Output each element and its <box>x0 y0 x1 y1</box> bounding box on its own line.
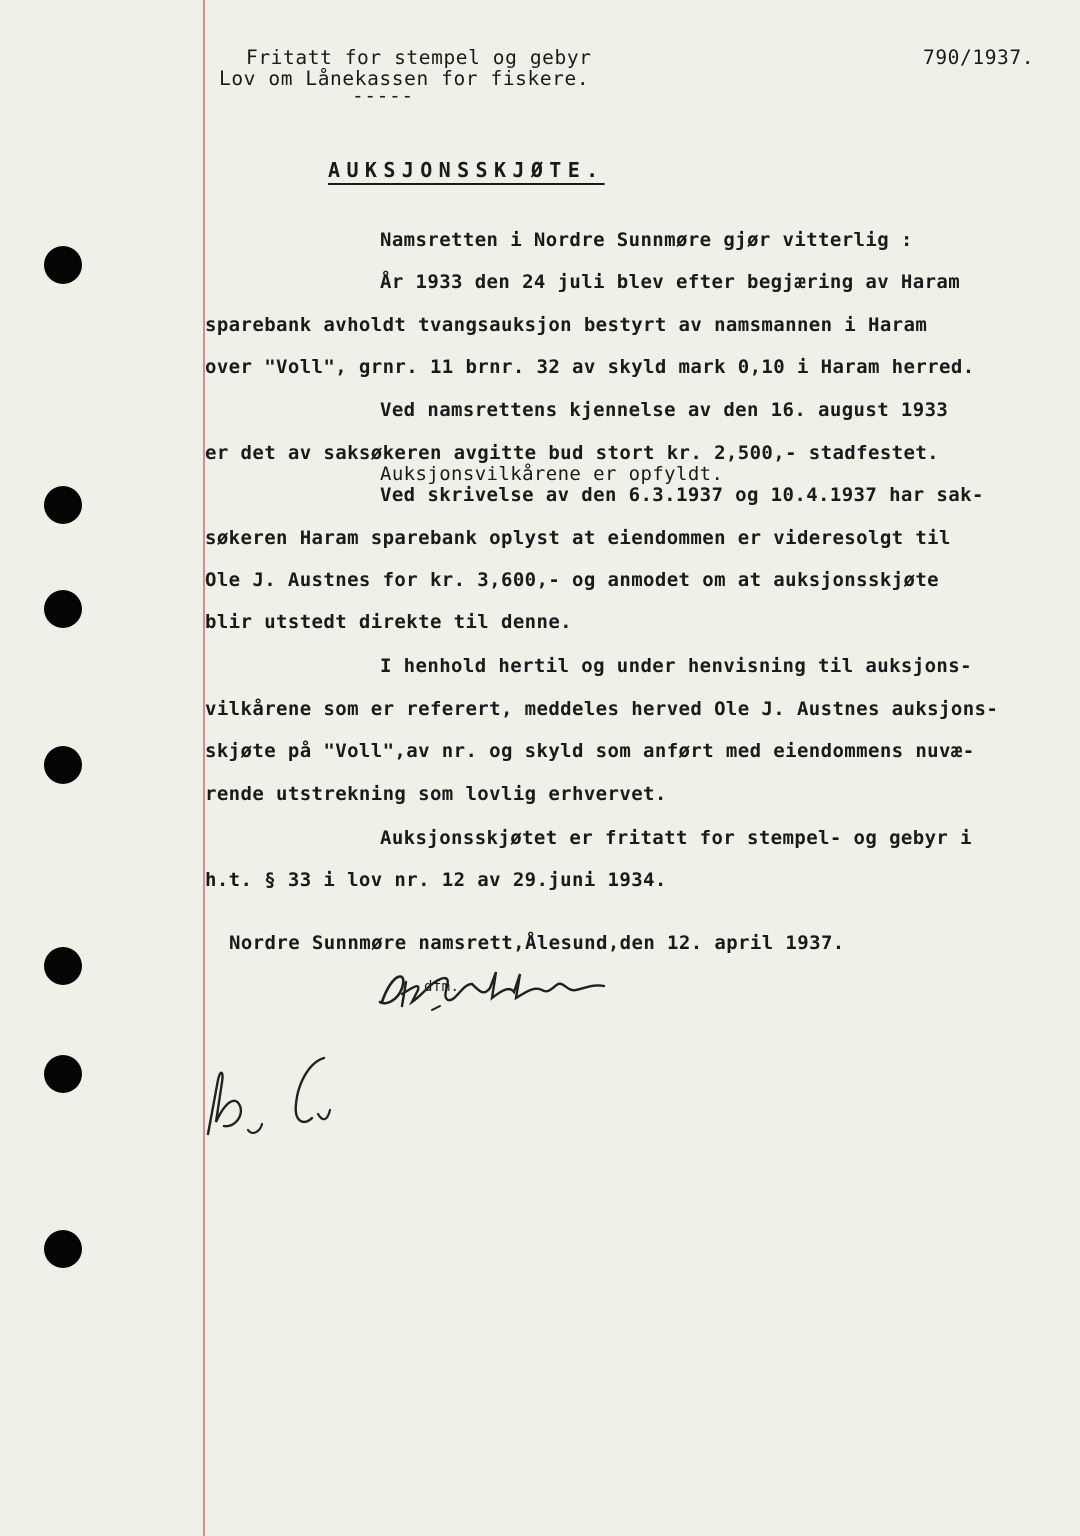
body-line: blir utstedt direkte til denne. <box>205 611 573 633</box>
body-line: I henhold hertil og under henvisning til auksjons- <box>380 655 972 677</box>
body-line: Ved skrivelse av den 6.3.1937 og 10.4.1937 har sak- <box>380 484 984 506</box>
punch-hole <box>44 486 82 524</box>
document-reference-number: 790/1937. <box>923 46 1035 69</box>
place-and-date: Nordre Sunnmøre namsrett,Ålesund,den 12. april 1937. <box>229 932 845 954</box>
punch-hole <box>44 246 82 284</box>
body-line: skjøte på "Voll",av nr. og skyld som anført med eiendommens nuvæ- <box>205 740 975 762</box>
body-line: søkeren Haram sparebank oplyst at eiendommen er videresolgt til <box>205 527 951 549</box>
handwritten-initials <box>200 1052 335 1147</box>
body-line: År 1933 den 24 juli blev efter begjæring av Haram <box>380 271 961 293</box>
body-line: rende utstrekning som lovlig erhvervet. <box>205 783 667 805</box>
margin-rule <box>203 0 205 1536</box>
punch-hole <box>44 947 82 985</box>
punch-hole <box>44 1230 82 1268</box>
punch-hole <box>44 746 82 784</box>
signature-title: dfm. <box>424 979 460 995</box>
body-line: sparebank avholdt tvangsauksjon bestyrt av namsmannen i Haram <box>205 314 928 336</box>
body-line: h.t. § 33 i lov nr. 12 av 29.juni 1934. <box>205 869 667 891</box>
header-exemption-line: Fritatt for stempel og gebyr <box>246 46 592 69</box>
body-line: er det av saksøkeren avgitte bud stort kr. 2,500,- stadfestet. <box>205 442 940 464</box>
body-line: Ole J. Austnes for kr. 3,600,- og anmodet om at auksjonsskjøte <box>205 569 940 591</box>
body-line: Ved namsrettens kjennelse av den 16. august 1933 <box>380 399 949 421</box>
body-line: over "Voll", grnr. 11 brnr. 32 av skyld mark 0,10 i Haram herred. <box>205 356 975 378</box>
body-line: vilkårene som er referert, meddeles herved Ole J. Austnes auksjons- <box>205 698 999 720</box>
header-law-line: Lov om Lånekassen for fiskere. <box>219 67 590 90</box>
body-line: Namsretten i Nordre Sunnmøre gjør vitterlig : <box>380 229 913 251</box>
punch-hole <box>44 590 82 628</box>
body-line: Auksjonsvilkårene er opfyldt. <box>380 463 724 485</box>
document-title: AUKSJONSSKJØTE. <box>328 158 605 182</box>
signature-handwriting <box>372 962 622 1018</box>
body-line: Auksjonsskjøtet er fritatt for stempel- og gebyr i <box>380 827 972 849</box>
header-divider: ----- <box>352 84 414 107</box>
punch-hole <box>44 1055 82 1093</box>
